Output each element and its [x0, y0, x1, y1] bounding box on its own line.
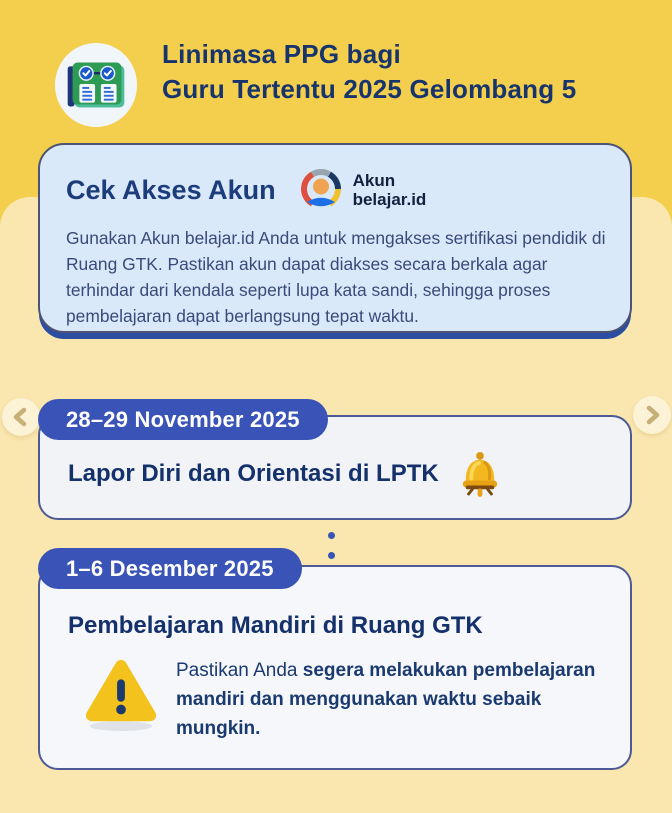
timeline-card-2-note — [84, 654, 630, 743]
chevron-right-icon — [633, 396, 671, 434]
carousel-next-button[interactable] — [633, 396, 671, 434]
akun-belajar-id-logo — [298, 167, 427, 213]
carousel-prev-button[interactable] — [2, 398, 40, 436]
page-title-line1: Linimasa PPG bagi — [162, 39, 401, 69]
timeline-card-1-title: Lapor Diri dan Orientasi di LPTK — [68, 460, 439, 487]
warning-triangle-icon — [84, 654, 158, 732]
akun-belajar-id-label — [353, 171, 427, 209]
akun-belajar-id-logo-icon — [298, 167, 344, 213]
checklist-board-icon — [54, 42, 140, 128]
date-badge-2: 1–6 Desember 2025 — [38, 548, 302, 589]
timeline-card-pembelajaran-mandiri — [38, 565, 632, 770]
chevron-left-icon — [2, 398, 40, 436]
note-text — [176, 656, 612, 743]
note-text-bold: segera melakukan pembelajaran mandiri dan menggunakan waktu sebaik mungkin. — [176, 660, 596, 739]
timeline-card-1-row — [68, 450, 630, 498]
timeline-card-2-title: Pembelajaran Mandiri di Ruang GTK — [68, 612, 483, 639]
account-access-body: Gunakan Akun belajar.id Anda untuk mengakses sertifikasi pendidik di Ruang GTK. Pastikan akun dapat diakses secara berkala agar terhindar dari kendala seperti lupa kata sandi, sehingga proses pembelajaran dapat berlangsung tepat waktu. — [66, 228, 606, 326]
account-access-card — [38, 143, 632, 333]
page-title-line2: Guru Tertentu 2025 Gelombang 5 — [162, 74, 577, 104]
account-access-header — [66, 167, 604, 213]
note-text-regular: Pastikan Anda — [176, 660, 303, 681]
account-access-heading: Cek Akses Akun — [66, 174, 276, 205]
date-badge-1: 28–29 November 2025 — [38, 399, 328, 440]
logo-label-line1: Akun — [352, 171, 396, 190]
timeline-connector-dot — [328, 552, 335, 559]
logo-label-line2: belajar.id — [352, 190, 427, 209]
timeline-connector-dot — [328, 532, 335, 539]
bell-icon — [459, 450, 501, 498]
page-title — [162, 37, 576, 107]
